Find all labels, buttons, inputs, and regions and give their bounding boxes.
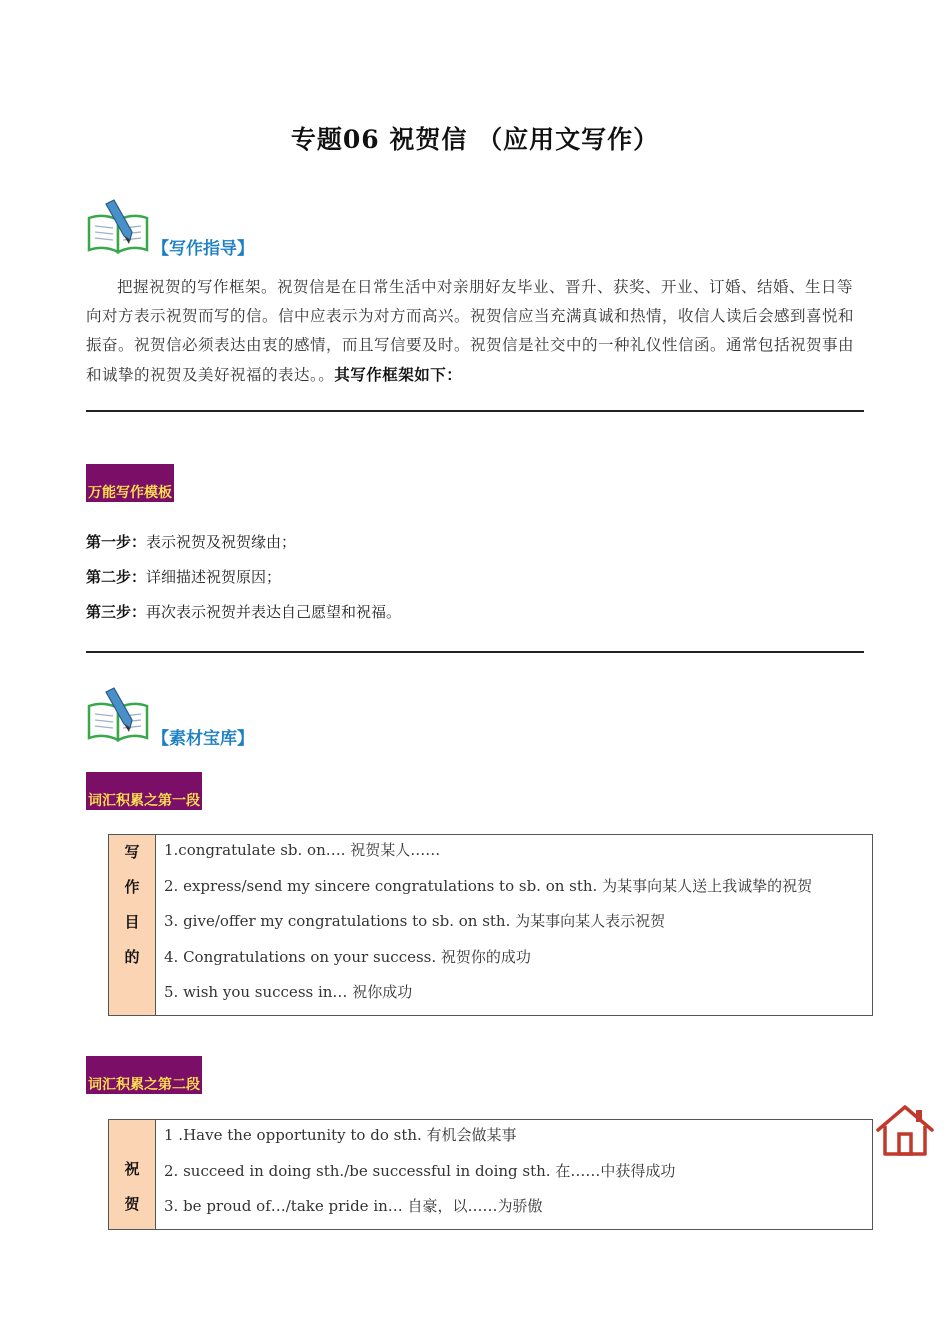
side-char: 祝 (124, 1160, 140, 1178)
step-2 (86, 566, 281, 587)
phrase-row: 5. wish you success in… 祝你成功 (164, 983, 413, 1001)
divider (86, 651, 864, 653)
phrase-row: 1.congratulate sb. on…. 祝贺某人…… (164, 841, 441, 859)
intro-body: 把握祝贺的写作框架。祝贺信是在日常生活中对亲朋好友毕业、晋升、获奖、开业、订婚、结婚、生日等向对方表示祝贺而写的信。信中应表示为对方而高兴。祝贺信应当充满真诚和热情，收信人读后会感到喜悦和振奋。祝贺信必须表达由衷的感情，而且写信要及时。祝贺信是社交中的一种礼仪性信函。通常包括祝贺事由和诚挚的祝贺及美好祝福的表达。。 (86, 278, 855, 384)
step-1 (86, 531, 296, 552)
template-badge: 万能写作模板 (86, 464, 174, 502)
step-text: 表示祝贺及祝贺缘由； (146, 533, 297, 551)
phrase-row: 1 .Have the opportunity to do sth. 有机会做某事 (164, 1126, 517, 1144)
intro-bold-tail: 其写作框架如下： (334, 365, 463, 384)
phrases-cell (156, 835, 873, 1016)
step-label: 第二步： (86, 568, 147, 586)
step-label: 第一步： (86, 533, 147, 551)
vocab-table-1 (108, 834, 873, 1016)
home-icon[interactable] (875, 1103, 935, 1159)
side-char: 作 (124, 878, 140, 896)
side-char: 写 (124, 843, 140, 861)
side-label-cell (109, 835, 156, 1016)
book-pencil-icon (86, 686, 152, 744)
phrases-cell (156, 1120, 873, 1230)
materials-heading: 【素材宝库】 (152, 729, 254, 749)
vocab-table-2 (108, 1119, 873, 1230)
side-char: 目 (124, 913, 140, 931)
table-row (109, 835, 873, 1016)
side-char: 的 (124, 948, 140, 966)
phrase-row: 4. Congratulations on your success. 祝贺你的成功 (164, 947, 531, 966)
step-text: 再次表示祝贺并表达自己愿望和祝福。 (146, 603, 402, 621)
book-pencil-icon (86, 198, 152, 256)
step-label: 第三步： (86, 603, 147, 621)
page-title: 专题06 祝贺信 （应用文写作） (290, 125, 660, 154)
vocab-badge-2: 词汇积累之第二段 (86, 1056, 202, 1094)
step-text: 详细描述祝贺原因； (146, 568, 282, 586)
phrase-row: 3. give/offer my congratulations to sb. on sth. 为某事向某人表示祝贺 (164, 912, 666, 930)
step-3 (86, 601, 401, 622)
writing-guide-heading: 【写作指导】 (152, 239, 254, 259)
side-char: 贺 (124, 1195, 140, 1213)
phrase-row: 3. be proud of…/take pride in… 自豪，以……为骄傲 (164, 1197, 543, 1215)
table-row (109, 1120, 873, 1230)
side-label-cell (109, 1120, 156, 1230)
vocab-badge-1: 词汇积累之第一段 (86, 772, 202, 810)
phrase-row: 2. express/send my sincere congratulations to sb. on sth. 为某事向某人送上我诚挚的祝贺 (164, 876, 813, 895)
phrase-row: 2. succeed in doing sth./be successful in doing sth. 在……中获得成功 (164, 1161, 676, 1180)
intro-paragraph (86, 273, 862, 390)
divider (86, 410, 864, 412)
